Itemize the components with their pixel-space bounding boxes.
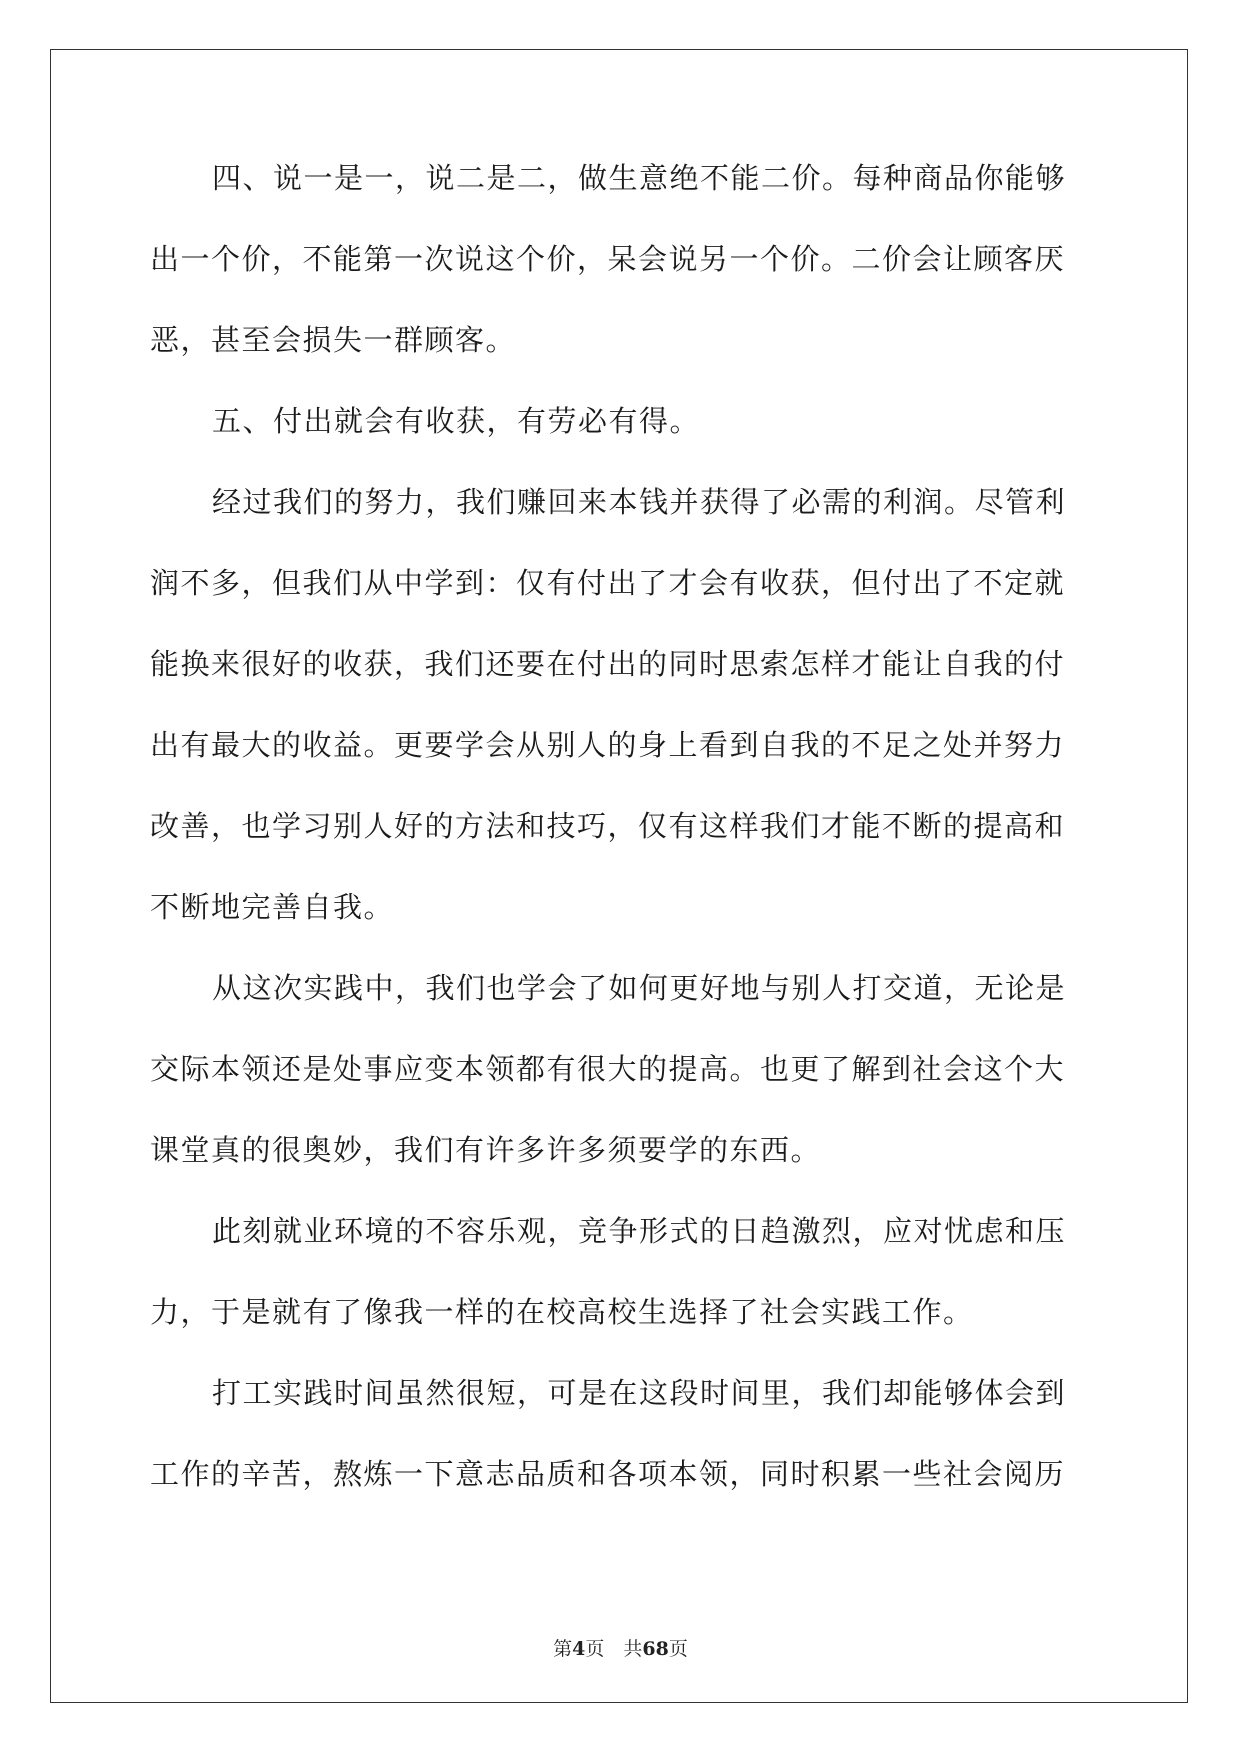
page-total: 68 bbox=[642, 1638, 669, 1660]
text-line: 课堂真的很奥妙，我们有许多许多须要学的东西。 bbox=[150, 1133, 822, 1167]
text-line: 不断地完善自我。 bbox=[150, 890, 395, 924]
text-line: 工作的辛苦，熬炼一下意志品质和各项本领，同时积累一些社会阅历 bbox=[150, 1457, 1066, 1491]
text-line: 交际本领还是处事应变本领都有很大的提高。也更了解到社会这个大 bbox=[150, 1052, 1066, 1086]
footer-middle: 页 共 bbox=[585, 1638, 643, 1660]
text-line: 此刻就业环境的不容乐观，竞争形式的日趋激烈，应对忧虑和压 bbox=[212, 1214, 1067, 1248]
text-line: 出有最大的收益。更要学会从别人的身上看到自我的不足之处并努力 bbox=[150, 728, 1066, 762]
text-line: 恶，甚至会损失一群顾客。 bbox=[150, 323, 517, 357]
text-line: 打工实践时间虽然很短，可是在这段时间里，我们却能够体会到 bbox=[212, 1376, 1067, 1410]
page-footer bbox=[0, 1634, 1241, 1661]
text-line: 四、说一是一，说二是二，做生意绝不能二价。每种商品你能够 bbox=[212, 161, 1067, 195]
text-line: 出一个价，不能第一次说这个价，呆会说另一个价。二价会让顾客厌 bbox=[150, 242, 1066, 276]
text-line: 润不多，但我们从中学到：仅有付出了才会有收获，但付出了不定就 bbox=[150, 566, 1066, 600]
text-line: 五、付出就会有收获，有劳必有得。 bbox=[212, 404, 701, 438]
text-line: 改善，也学习别人好的方法和技巧，仅有这样我们才能不断的提高和 bbox=[150, 809, 1066, 843]
text-line: 力，于是就有了像我一样的在校高校生选择了社会实践工作。 bbox=[150, 1295, 974, 1329]
page-number: 4 bbox=[572, 1638, 586, 1660]
text-line: 经过我们的努力，我们赚回来本钱并获得了必需的利润。尽管利 bbox=[212, 485, 1067, 519]
text-line: 能换来很好的收获，我们还要在付出的同时思索怎样才能让自我的付 bbox=[150, 647, 1066, 681]
footer-suffix: 页 bbox=[668, 1638, 688, 1660]
footer-prefix: 第 bbox=[553, 1638, 573, 1660]
document-body bbox=[150, 158, 1090, 1535]
text-line: 从这次实践中，我们也学会了如何更好地与别人打交道，无论是 bbox=[212, 971, 1067, 1005]
